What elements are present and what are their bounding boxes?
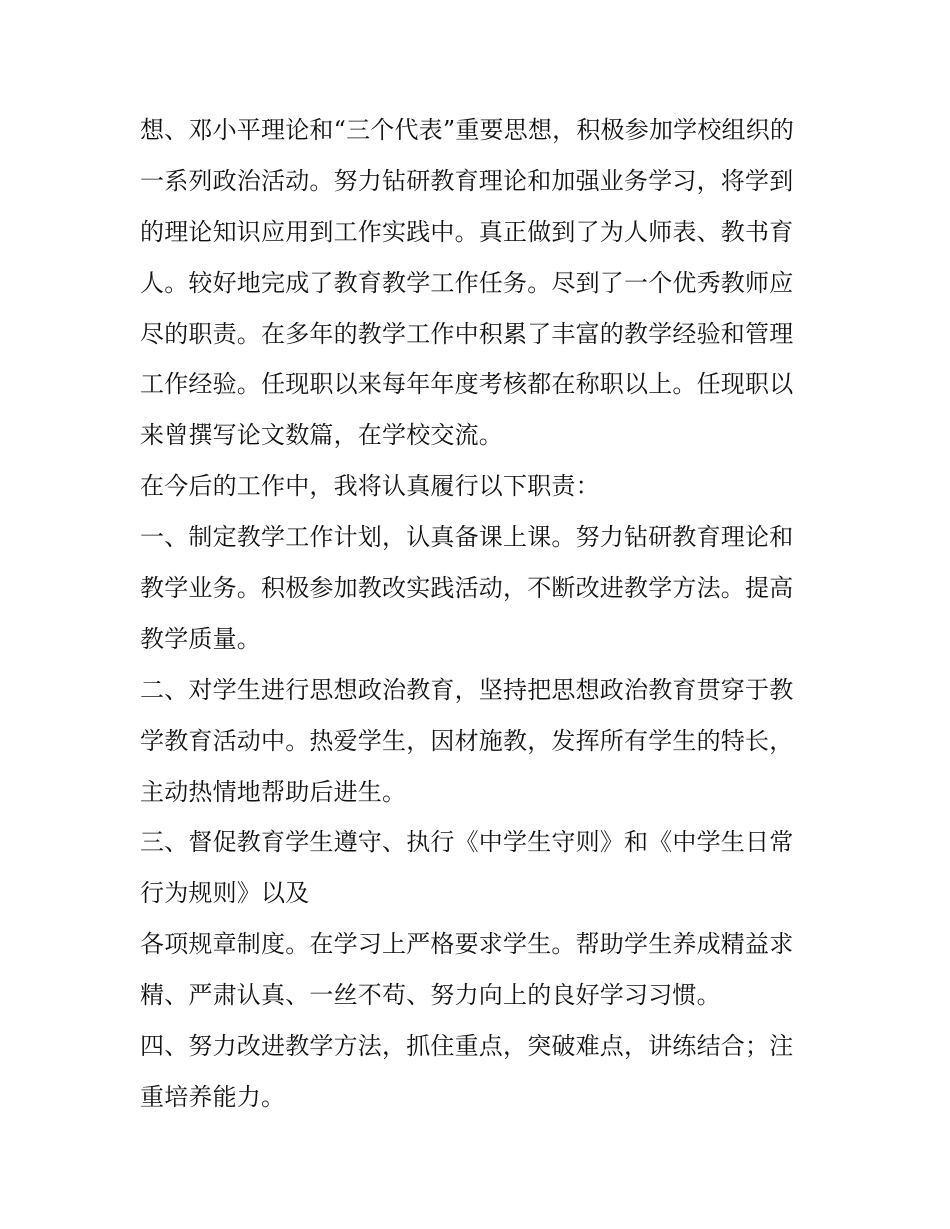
text-line: 一、制定教学工作计划，认真备课上课。努力钻研教育理论和 bbox=[140, 523, 794, 552]
text-line: 在今后的工作中，我将认真履行以下职责： bbox=[140, 472, 600, 501]
text-line: 教学业务。积极参加教改实践活动，不断改进教学方法。提高 bbox=[140, 574, 794, 603]
text-line: 二、对学生进行思想政治教育，坚持把思想政治教育贯穿于教 bbox=[140, 675, 794, 704]
text-line: 想、邓小平理论和“三个代表”重要思想，积极参加学校组织的 bbox=[140, 116, 795, 144]
text-line: 的理论知识应用到工作实践中。真正做到了为人师表、教书育 bbox=[140, 217, 794, 246]
text-line: 各项规章制度。在学习上严格要求学生。帮助学生养成精益求 bbox=[140, 930, 794, 959]
text-line: 四、努力改进教学方法，抓住重点，突破难点，讲练结合；注 bbox=[140, 1032, 794, 1061]
text-line: 教学质量。 bbox=[140, 624, 261, 653]
text-line: 尽的职责。在多年的教学工作中积累了丰富的教学经验和管理 bbox=[140, 319, 794, 348]
text-line: 来曾撰写论文数篇，在学校交流。 bbox=[140, 421, 503, 450]
text-line: 工作经验。任现职以来每年年度考核都在称职以上。任现职以 bbox=[140, 370, 794, 399]
text-line: 三、督促教育学生遵守、执行《中学生守则》和《中学生日常 bbox=[140, 828, 794, 857]
text-line: 精、严肃认真、一丝不苟、努力向上的良好学习习惯。 bbox=[140, 981, 721, 1010]
text-line: 主动热情地帮助后进生。 bbox=[140, 777, 407, 806]
text-line: 一系列政治活动。努力钻研教育理论和加强业务学习，将学到 bbox=[140, 166, 794, 195]
text-line: 重培养能力。 bbox=[140, 1082, 286, 1111]
document-body bbox=[140, 105, 820, 1123]
text-line: 行为规则》以及 bbox=[140, 879, 310, 908]
text-line: 人。较好地完成了教育教学工作任务。尽到了一个优秀教师应 bbox=[140, 268, 794, 297]
text-line: 学教育活动中。热爱学生，因材施教，发挥所有学生的特长， bbox=[140, 726, 794, 755]
